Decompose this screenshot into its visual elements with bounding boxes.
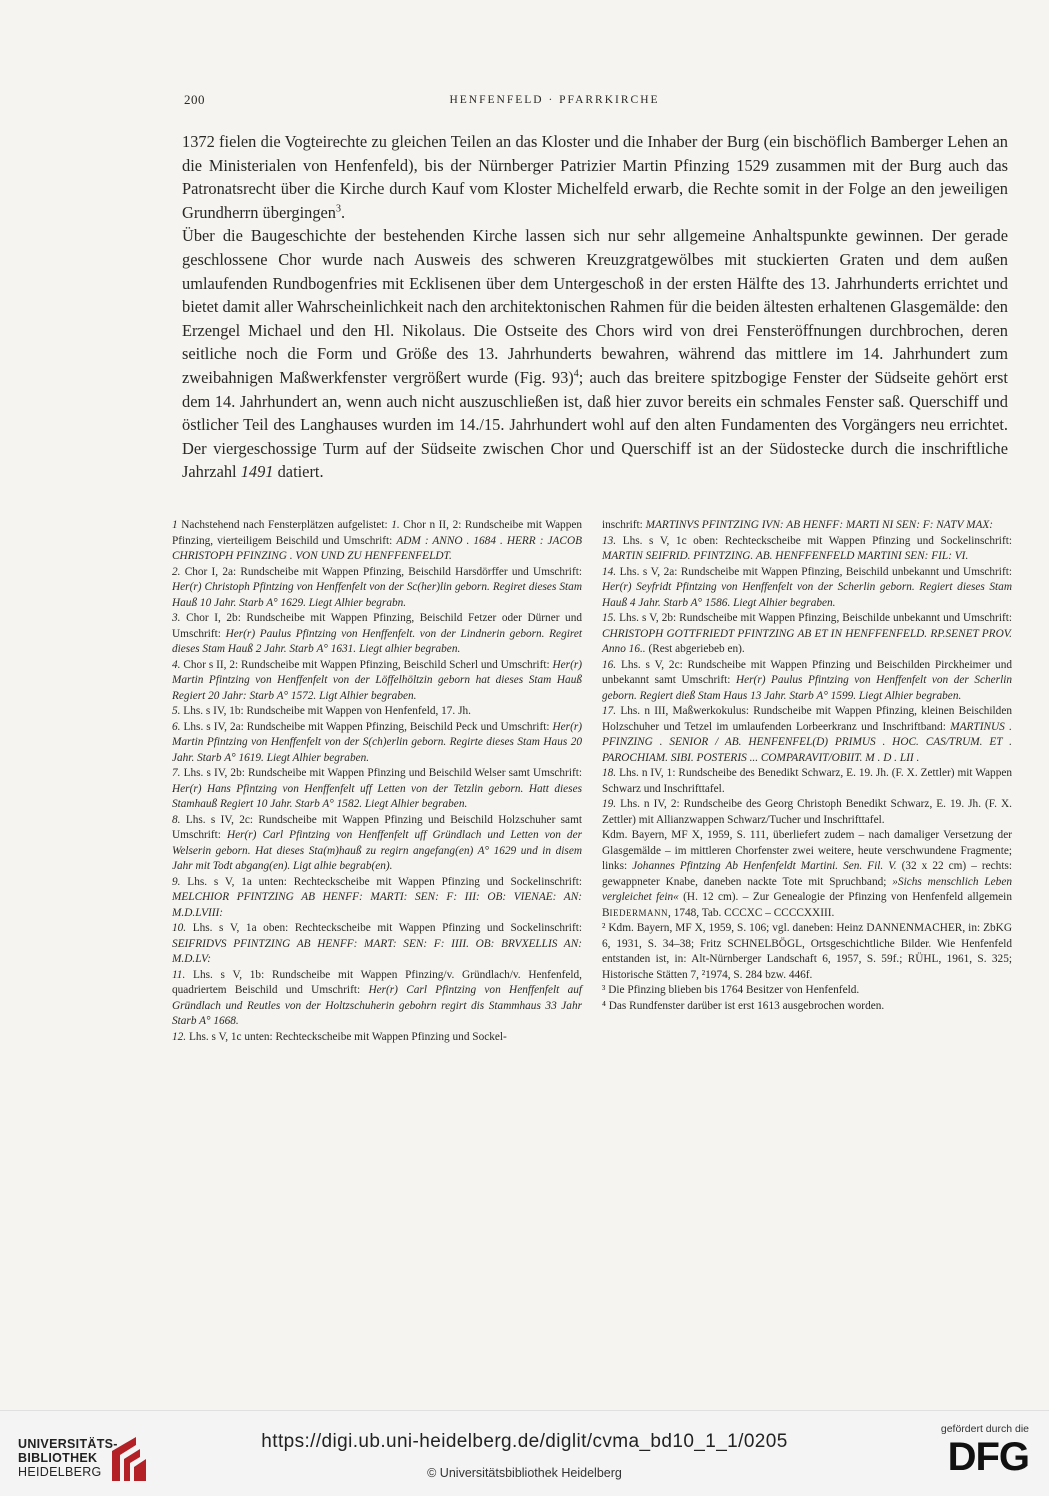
footnote-item: 2. Chor I, 2a: Rundscheibe mit Wappen Pfinzing, Beischild Harsdörffer und Umschrift: Her(r) Christoph Pfintzing von Henffenfelt von der Sc(her)lin geborn. Regiret dieses Stam Hauß 10 Jahr. Starb A° 1629. Liegt Alhier begrabn.	[172, 565, 582, 609]
footnote-item: 6. Lhs. s IV, 2a: Rundscheibe mit Wappen Pfinzing, Beischild Peck und Umschrift: Her(r) Martin Pfintzing von Henffenfelt von der S(ch)erlin geborn. Regirte dieses Stam Haus 20 Jahr. Starb A° 1619. Liegt Alhier begraben.	[172, 720, 582, 764]
footnote-4: ⁴ Das Rundfenster darüber ist erst 1613 ausgebrochen worden.	[602, 999, 885, 1012]
paragraph-1: 1372 fielen die Vogteirechte zu gleichen Teilen an das Kloster und die Inhaber der Burg (ein bischöflich Bamberger Lehen an die Ministerialen von Henfenfeld), bis der Nürnberger Patrizier Martin Pfinzing 1529 zusammen mit der Burg auch das Patronatsrecht über die Kirche durch Kauf vom Kloster Michelfeld erwarb, die Rechte somit in der Folge an den jeweiligen Grundherrn übergingen$^3$.	[182, 132, 1008, 222]
footnote-item: 16. Lhs. s V, 2c: Rundscheibe mit Wappen Pfinzing und Beischilden Pirckheimer und unbekannt samt Umschrift: Her(r) Paulus Pfintzing von Henffenfelt von der Scherlin geborn. Regiert dieß Stam Haus 13 Jahr. Starb A° 1599. Liegt Alhier begraben.	[602, 658, 1012, 702]
footnote-item: 17. Lhs. n III, Maßwerkokulus: Rundscheibe mit Wappen Pfinzing, kleinen Beischilden Holzschuher und Tetzel im umlaufenden Lorbeerkranz und Inschriftband: MARTINUS . PFINZING . SENIOR / AB. HENFENFEL(D) PRIMUS . HOC. CAS/TRUM. ET . PAROCHIAM. SIBI. POSTERIS ... COMPARAVIT/OBIIT. M . D . LII .	[602, 705, 1013, 764]
footnote-item: 10. Lhs. s V, 1a oben: Rechteckscheibe mit Wappen Pfinzing und Sockelinschrift: SEIFRIDVS PFINTZING AB HENFF: MART: SEN: F: IIII. OB: BRVXELLIS AN: M.D.LV:	[172, 922, 582, 965]
footnotes	[172, 518, 1012, 1045]
main-text	[182, 130, 1008, 484]
viewer-footer	[0, 1410, 1049, 1496]
footnote-2: ² Kdm. Bayern, MF X, 1959, S. 106; vgl. daneben: Heinz DANNENMACHER, in: ZbKG 6, 1931, S. 34–38; Fritz SCHNELBÖGL, Ortsgeschichtliche Bilder. Wie Henfenfeld entstanden ist, in: Alt-Nürnberger Landschaft 6, 1957, S. 59f.; RÜHL, 1961, S. 325; Historische Stätten 7, ²1974, S. 284 bzw. 446f.	[602, 922, 1012, 981]
footnote-item: 8. Lhs. s IV, 2c: Rundscheibe mit Wappen Pfinzing und Beischild Holzschuher samt Umschrift: Her(r) Carl Pfintzing von Henffenfelt uff Gründlach und Letten von der Welserin geborn. Hat dieses Sta(m)hauß zu regirn angefang(en) A° 1629 und in disem Jahr mit Todt abgang(en). Ligt alhie begrab(en).	[172, 813, 582, 872]
footnote-3: ³ Die Pfinzing blieben bis 1764 Besitzer von Henfenfeld.	[602, 984, 860, 996]
ub-heidelberg-logo[interactable]: UNIVERSITÄTS- BIBLIOTHEK HEIDELBERG	[18, 1433, 168, 1483]
footnotes-left-column	[172, 518, 582, 1045]
footnote-item: 5. Lhs. s IV, 1b: Rundscheibe mit Wappen von Henfenfeld, 17. Jh.	[172, 705, 471, 717]
footnote-kdm: Kdm. Bayern, MF X, 1959, S. 111, überliefert zudem – nach damaliger Versetzung der Glasgemälde – im mittleren Chorfenster zwei weitere, heute verschwundene Fragmente; links: Johannes Pfintzing Ab Henfenfeldt Martini. Sen. Fil. V. (32 x 22 cm) – rechts: gewappneter Knabe, daneben nackte Tote mit Spruchband; »Sichs menschlich Leben vergleichet fein« (H. 12 cm). – Zur Genealogie der Pfinzing von Henfenfeld allgemein BIEDERMANN, 1748, Tab. CCCXC – CCCCXXIII.	[602, 829, 1012, 919]
footnote-item: 7. Lhs. s IV, 2b: Rundscheibe mit Wappen Pfinzing und Beischild Welser samt Umschrift: Her(r) Hans Pfintzing von Henffenfelt uff Letten von der Tetzlin geborn. Hatt dieses Stamhauß Regiert 10 Jahr. Starb A° 1582. Liegt Alhier begraben.	[172, 767, 582, 810]
footnote-item: 11. Lhs. s V, 1b: Rundscheibe mit Wappen Pfinzing/v. Gründlach/v. Henfenfeld, quadriertem Beischild und Umschrift: Her(r) Carl Pfintzing von Henffenfelt auf Gründlach und Reutles von der Holtzschuherin gebohrn regirt dis Stammhaus 33 Jahr Starb A° 1668.	[172, 968, 582, 1027]
footnote-item: 14. Lhs. s V, 2a: Rundscheibe mit Wappen Pfinzing, Beischild unbekannt und Umschrift: Her(r) Seyfridt Pfintzing von Henffenfelt von der Scherlin geborn. Regiert dieses Stam Hauß 4 Jahr. Starb A° 1586. Liegt Alhier begraben.	[602, 565, 1012, 609]
footnote-item: 19. Lhs. n IV, 2: Rundscheibe des Georg Christoph Benedikt Schwarz, E. 19. Jh. (F. X. Zettler) mit Allianzwappen Schwarz/Tucher und Inschrifttafel.	[602, 798, 1012, 826]
footnote-item: inschrift: MARTINVS PFINTZING IVN: AB HENFF: MARTI NI SEN: F: NATV MAX:	[602, 519, 994, 531]
running-head: HENFENFELD · PFARRKIRCHE	[449, 94, 660, 106]
footnote-item: 3. Chor I, 2b: Rundscheibe mit Wappen Pfinzing, Beischild Fetzer oder Dürner und Umschrift: Her(r) Paulus Pfintzing von Henffenfelt. von der Lindnerin geborn. Regiret dieses Stam Hauß 2 Jahr. Starb A° 1631. Liegt alhier begraben.	[172, 612, 582, 655]
footnotes-right-column	[602, 518, 1012, 1045]
footnote-item: 18. Lhs. n IV, 1: Rundscheibe des Benedikt Schwarz, E. 19. Jh. (F. X. Zettler) mit Wappen Schwarz und Inschrifttafel.	[602, 767, 1012, 795]
footnote-item: 9. Lhs. s V, 1a unten: Rechteckscheibe mit Wappen Pfinzing und Sockelinschrift: MELCHIOR PFINTZING AB HENFF: MARTI: SEN: F: III: OB: VIENAE: AN: M.D.LVIII:	[172, 875, 582, 919]
dfg-logo[interactable]: gefördert durch die DFG	[940, 1423, 1029, 1479]
paragraph-2: Über die Baugeschichte der bestehenden Kirche lassen sich nur sehr allgemeine Anhaltspunkte gewinnen. Der gerade geschlossene Chor wurde nach Ausweis des schweren Kreuzgratgewölbes mit stuckierten Graten und dem außen umlaufenden Rundbogenfries mit Ecklisenen über dem Untergeschoß in der ersten Hälfte des 13. Jahrhunderts errichtet und bietet damit aller Wahrscheinlichkeit nach den architektonischen Rahmen für die beiden ältesten erhaltenen Glasgemälde: den Erzengel Michael und den Hl. Nikolaus. Die Ostseite des Chors wird von drei Fensteröffnungen durchbrochen, deren seitliche noch die Form und Größe des 13. Jahrhunderts bewahren, während das mittlere im 14. Jahrhundert zum zweibahnigen Maßwerkfenster vergrößert wurde (Fig. 93)$^4$; auch das breitere spitzbogige Fenster der Südseite gehört erst dem 14. Jahrhundert an, wenn auch nicht auszuschließen ist, daß hier zuvor bereits ein schmales Fenster saß. Querschiff und östlicher Teil des Langhauses wurden im 14./15. Jahrhundert wohl auf den alten Fundamenten des Vorgängers neu errichtet. Der viergeschossige Turm auf der Südseite zwischen Chor und Querschiff ist an der Südostecke durch die inschriftliche Jahrzahl 1491 datiert.	[182, 226, 1008, 482]
footnote-item: 12. Lhs. s V, 1c unten: Rechteckscheibe mit Wappen Pfinzing und Sockel-	[172, 1030, 507, 1043]
permalink-url[interactable]: https://digi.ub.uni-heidelberg.de/diglit/cvma_bd10_1_1/0205	[261, 1431, 788, 1452]
footnote-item: 1 Nachstehend nach Fensterplätzen aufgelistet: 1. Chor n II, 2: Rundscheibe mit Wappen Pfinzing, vierteiligem Beischild und Umschrift: ADM : ANNO . 1684 . HERR : JACOB CHRISTOPH PFINZING . VON UND ZU HENFFENFELDT.	[172, 519, 583, 562]
copyright-notice: © Universitätsbibliothek Heidelberg	[427, 1466, 622, 1480]
footnote-item: 13. Lhs. s V, 1c oben: Rechteckscheibe mit Wappen Pfinzing und Sockelinschrift: MARTIN SEIFRID. PFINTZING. AB. HENFFENFELD MARTINI SEN: FIL: VI.	[602, 534, 1012, 562]
page-number: 200	[184, 92, 205, 107]
footnote-item: 4. Chor s II, 2: Rundscheibe mit Wappen Pfinzing, Beischild Scherl und Umschrift: Her(r) Martin Pfintzing von Henffenfelt von der Löffelhöltzin geborn hat dieses Stam Hauß Regiert 20 Jahr: Starb A° 1572. Ligt Alhier begraben.	[172, 658, 582, 702]
footnote-item: 15. Lhs. s V, 2b: Rundscheibe mit Wappen Pfinzing, Beischilde unbekannt und Umschrift: CHRISTOPH GOTTFRIEDT PFINTZING AB ET IN HENFFENFELD. RP.SENET PROV. Anno 16.. (Rest abgeriebeb en).	[602, 612, 1012, 655]
